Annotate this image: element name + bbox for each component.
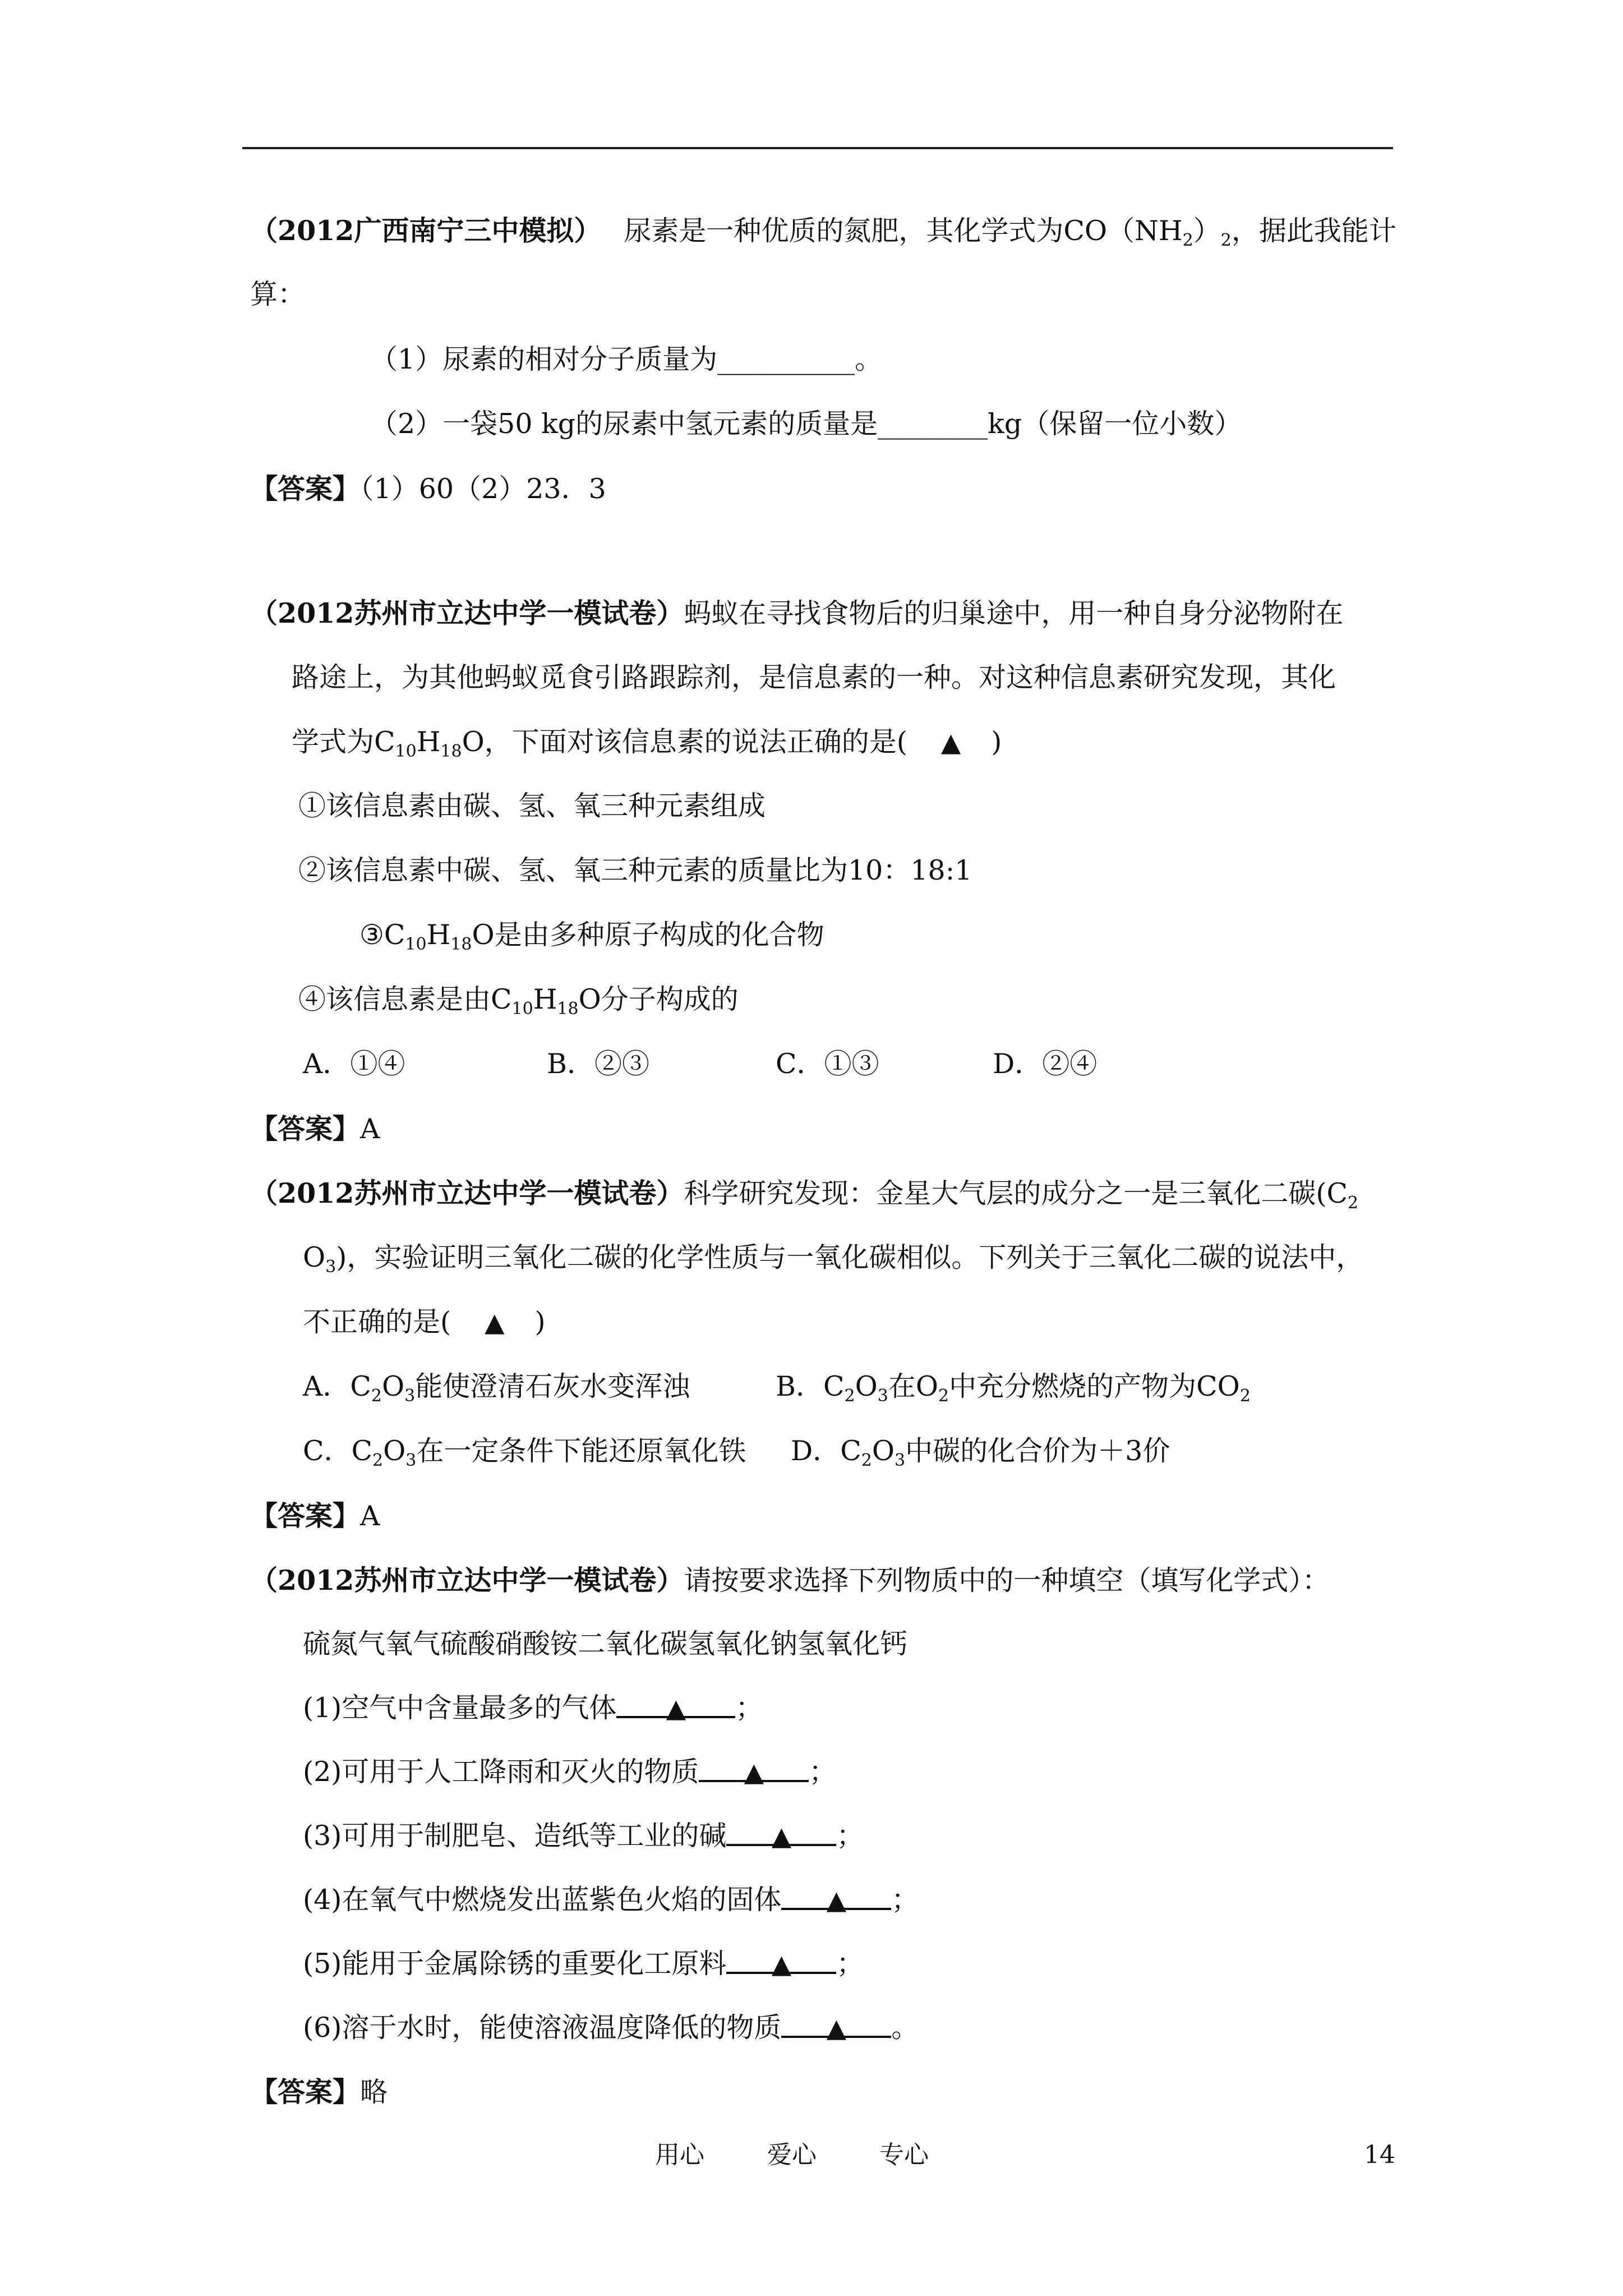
q2-item3-b: H <box>426 919 451 951</box>
q3-answer <box>250 1499 380 1533</box>
q2-source: （2012苏州市立达中学一模试卷） <box>250 597 684 629</box>
q4-blank-5 <box>726 1947 836 1979</box>
q3-stem-a: 科学研究发现：金星大气层的成分之一是三氧化二碳(C <box>684 1177 1348 1209</box>
q1-sub-question-1: （1）尿素的相对分子质量为__________。 <box>370 343 883 375</box>
q4-item-text: (1)空气中含量最多的气体 <box>303 1692 617 1724</box>
q4-blank-1 <box>616 1691 735 1723</box>
q4-end: 。 <box>891 2012 919 2044</box>
q2-line1 <box>250 596 1343 631</box>
header-rule <box>242 147 1393 149</box>
q2-c2: H <box>416 726 441 758</box>
q3-option-a: A．$C_2O_3$能使澄清石灰水变浑浊 <box>303 1370 690 1406</box>
q1-sub: 2 <box>1182 231 1193 250</box>
triangle-icon: ▲ <box>485 1307 505 1337</box>
q2-item4-b: H <box>533 983 557 1015</box>
triangle-icon: ▲ <box>940 727 961 757</box>
footer-middle: 爱心 <box>767 2141 817 2169</box>
q3-sub-b: 3 <box>325 1257 336 1277</box>
q1-sub2: 2 <box>1220 231 1232 250</box>
q2-item3-c: O是由多种原子构成的化合物 <box>472 919 824 951</box>
answer-label: 【答案】 <box>250 1499 361 1532</box>
q3-line1 <box>250 1176 1358 1211</box>
q4-end: ； <box>836 1820 864 1852</box>
q3-b1: O <box>303 1241 326 1273</box>
q2-c1: 学式为C <box>292 726 395 758</box>
q2-option-d: D．②④ <box>993 1048 1098 1080</box>
q3-sub-a: 2 <box>1348 1193 1359 1213</box>
q4-line1 <box>250 1563 1330 1598</box>
q1-stem-b: ） <box>1193 215 1221 247</box>
q2-item4-a: ④该信息素是由C <box>298 983 512 1015</box>
q4-item-text: (4)在氧气中燃烧发出蓝紫色火焰的固体 <box>303 1884 782 1916</box>
page-number: 14 <box>1364 2141 1395 2169</box>
q4-answer <box>250 2075 388 2109</box>
q3-option-c-text: 在一定条件下能还原氧化铁 <box>416 1435 746 1467</box>
q4-end: ； <box>735 1692 763 1724</box>
q3-b2: )，实验证明三氧化二碳的化学性质与一氧化碳相似。下列关于三氧化二碳的说法中， <box>336 1241 1364 1273</box>
q2-item4-sub2: 18 <box>557 999 579 1019</box>
q4-substances: 硫氮气氧气硫酸硝酸铵二氧化碳氢氧化钠氢氧化钙 <box>303 1628 908 1660</box>
q2-item3-a: ③C <box>359 919 405 951</box>
footer-left: 用心 <box>655 2141 704 2169</box>
q4-stem: 请按要求选择下列物质中的一种填空（填写化学式）： <box>684 1565 1330 1596</box>
q4-blank-3 <box>726 1819 836 1851</box>
q4-end: ； <box>836 1948 864 1980</box>
answer-label: 【答案】 <box>250 2076 361 2108</box>
triangle-icon: ▲ <box>826 1885 847 1915</box>
q4-blank-2 <box>699 1755 809 1787</box>
q3-option-c: C．$C_2O_3$在一定条件下能还原氧化铁 <box>303 1435 746 1470</box>
q2-option-b: B．②③ <box>547 1048 650 1080</box>
q2-item-4 <box>298 983 739 1019</box>
q1-answer <box>250 472 606 506</box>
q4-item-6 <box>303 2011 919 2045</box>
q4-end: ； <box>891 1884 919 1916</box>
q2-item-2: ②该信息素中碳、氢、氧三种元素的质量比为10：18:1 <box>298 854 972 886</box>
q2-sub1: 10 <box>395 742 417 761</box>
q2-item4-sub1: 10 <box>511 999 533 1019</box>
q2-item4-c: O分子构成的 <box>578 983 739 1015</box>
q3-line3 <box>303 1305 546 1339</box>
q4-item-text: (6)溶于水时，能使溶液温度降低的物质 <box>303 2012 782 2044</box>
triangle-icon: ▲ <box>744 1757 764 1787</box>
q2-option-a: A．①④ <box>303 1048 405 1080</box>
q2-line3 <box>292 725 1002 759</box>
q3-option-d: D．$C_2O_3$中碳的化合价为＋3价 <box>791 1435 1170 1470</box>
q3-option-d-text: 中碳的化合价为＋3价 <box>905 1435 1170 1467</box>
q3-c2: ) <box>534 1306 546 1338</box>
q3-option-b-text: 在O <box>888 1370 939 1402</box>
q4-item-text: (5)能用于金属除锈的重要化工原料 <box>303 1948 727 1980</box>
answer-text: （1）60（2）23．3 <box>360 473 606 505</box>
q4-item-3 <box>303 1819 864 1853</box>
q4-item-text: (3)可用于制肥皂、造纸等工业的碱 <box>303 1820 727 1852</box>
q2-stem-a: 蚂蚁在寻找食物后的归巢途中，用一种自身分泌物附在 <box>684 597 1344 629</box>
q2-c4: ) <box>991 726 1002 758</box>
answer-text: A <box>360 1113 380 1145</box>
q2-item3-sub2: 18 <box>450 935 472 954</box>
q1-line2: 算： <box>250 278 306 310</box>
q2-item-3 <box>359 918 824 952</box>
q4-blank-6 <box>781 2011 891 2043</box>
q3-option-a-text: 能使澄清石灰水变浑浊 <box>415 1370 690 1402</box>
triangle-icon: ▲ <box>771 1821 792 1851</box>
q3-option-b: B．$C_2O_3$在$O_2$中充分燃烧的产物为$CO_2$ <box>776 1370 1251 1406</box>
q1-line1 <box>250 214 1396 248</box>
q4-source: （2012苏州市立达中学一模试卷） <box>250 1564 684 1596</box>
q3-option-b-text2: 中充分燃烧的产物为CO <box>949 1370 1240 1402</box>
q4-item-4 <box>303 1883 919 1917</box>
answer-label: 【答案】 <box>250 472 361 505</box>
triangle-icon: ▲ <box>666 1693 686 1723</box>
q3-c1: 不正确的是( <box>303 1306 451 1338</box>
q1-sub-question-2: （2）一袋50 kg的尿素中氢元素的质量是________kg（保留一位小数） <box>370 408 1242 440</box>
q4-item-text: (2)可用于人工降雨和灭火的物质 <box>303 1756 699 1788</box>
triangle-icon: ▲ <box>826 2013 847 2043</box>
q2-line2: 路途上，为其他蚂蚁觅食引路跟踪剂，是信息素的一种。对这种信息素研究发现，其化 <box>292 661 1336 693</box>
triangle-icon: ▲ <box>771 1949 792 1979</box>
q2-c3: O，下面对该信息素的说法正确的是( <box>462 726 907 758</box>
q4-blank-4 <box>781 1883 891 1915</box>
q2-sub2: 18 <box>440 742 462 761</box>
footer-right: 专心 <box>879 2141 929 2169</box>
q2-option-c: C．①③ <box>776 1048 879 1080</box>
q4-item-2 <box>303 1755 836 1789</box>
q1-source: （2012广西南宁三中模拟） <box>250 214 602 247</box>
q2-item3-sub1: 10 <box>405 935 427 954</box>
answer-label: 【答案】 <box>250 1112 361 1145</box>
q3-line2 <box>303 1241 1364 1277</box>
q4-item-1 <box>303 1691 763 1725</box>
q1-stem-c: ，据此我能计 <box>1231 215 1396 247</box>
answer-text: 略 <box>360 2076 388 2108</box>
q4-end: ； <box>809 1756 837 1788</box>
q2-answer <box>250 1112 380 1146</box>
q1-stem-a: 尿素是一种优质的氮肥，其化学式为CO（NH <box>624 215 1183 247</box>
q4-item-5 <box>303 1947 864 1981</box>
q3-source: （2012苏州市立达中学一模试卷） <box>250 1177 684 1209</box>
answer-text: A <box>360 1500 380 1532</box>
q2-item-1: ①该信息素由碳、氢、氧三种元素组成 <box>298 790 766 822</box>
